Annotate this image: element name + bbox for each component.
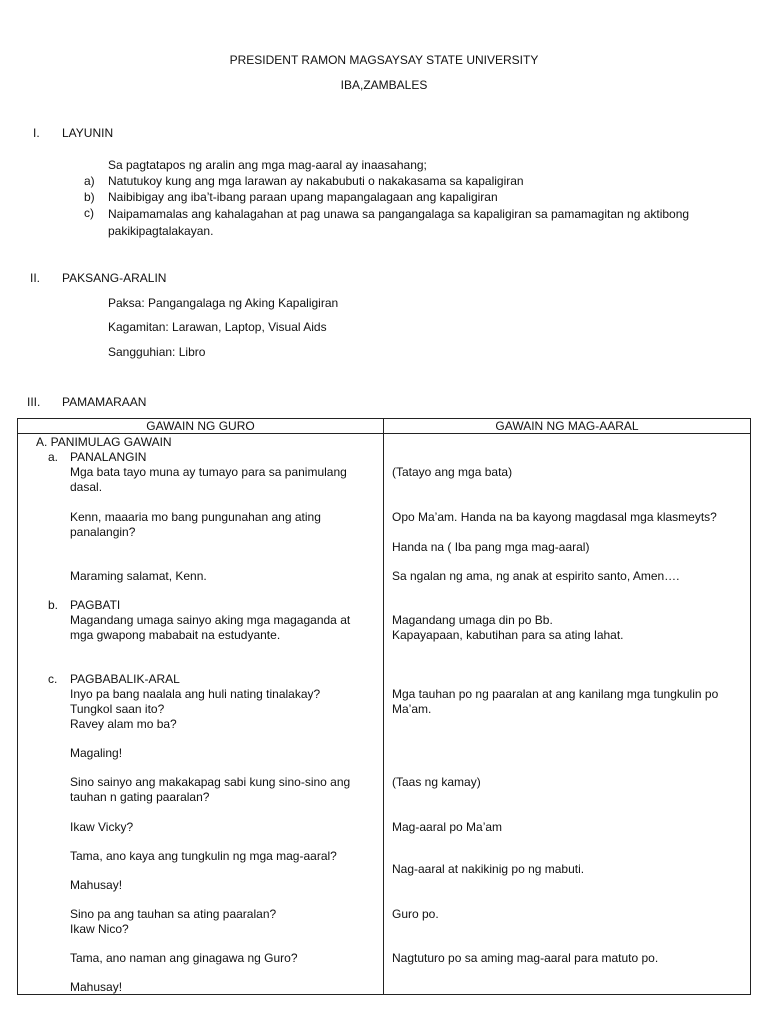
student-line: Kapayapaan, kabutihan para sa ating lahat.	[392, 628, 624, 642]
teacher-line: Tungkol saan ito?	[70, 702, 165, 716]
objectives-intro: Sa pagtatapos ng aralin ang mga mag-aaral ay inaasahang;	[108, 158, 427, 172]
student-line: Opo Ma’am. Handa na ba kayong magdasal mga klasmeyts?	[392, 510, 717, 524]
section1-numeral: I.	[33, 126, 40, 140]
student-line: Nagtuturo po sa aming mag-aaral para matuto po.	[392, 951, 659, 965]
objectives-list	[84, 174, 724, 240]
section2-title: PAKSANG-ARALIN	[62, 271, 167, 285]
objective-text: Naipamamalas ang kahalagahan at pag unawa sa pangangalaga sa kapaligiran sa pamamagitan ng aktibong pakikipagtalakayan.	[108, 207, 690, 238]
column-header-teacher: GAWAIN NG GURO	[18, 419, 384, 434]
sub-c-marker: c.	[48, 672, 58, 686]
teacher-line: Inyo pa bang naalala ang huli nating tinalakay?	[70, 687, 321, 701]
objective-item	[84, 190, 724, 205]
teacher-line: Mga bata tayo muna ay tumayo para sa panimulang	[70, 465, 347, 479]
section2-numeral: II.	[30, 271, 41, 285]
teacher-line: Tama, ano naman ang ginagawa ng Guro?	[70, 951, 298, 965]
teacher-cell	[18, 434, 384, 995]
procedure-table	[17, 418, 751, 995]
teacher-line: Sino pa ang tauhan sa ating paaralan?	[70, 907, 277, 921]
teacher-line: Mahusay!	[70, 878, 123, 892]
paksa: Paksa: Pangangalaga ng Aking Kapaligiran	[108, 296, 339, 310]
objective-text: Natutukoy kung ang mga larawan ay nakabubuti o nakakasama sa kapaligiran	[108, 174, 524, 188]
sub-c-title: PAGBABALIK-ARAL	[70, 672, 180, 686]
student-line: Mga tauhan po ng paaralan at ang kanilang mga tungkulin po	[392, 687, 719, 701]
student-cell	[384, 434, 751, 995]
teacher-line: dasal.	[70, 480, 103, 494]
teacher-line: Ikaw Vicky?	[70, 820, 134, 834]
table-row	[18, 434, 751, 995]
kagamitan: Kagamitan: Larawan, Laptop, Visual Aids	[108, 320, 327, 334]
teacher-line: Mahusay!	[70, 980, 123, 994]
teacher-line: mga gwapong mababait na estudyante.	[70, 628, 281, 642]
section3-title: PAMAMARAAN	[62, 395, 147, 409]
column-header-student: GAWAIN NG MAG-AARAL	[384, 419, 751, 434]
teacher-line: Tama, ano kaya ang tungkulin ng mga mag-aaral?	[70, 849, 337, 863]
part-a-heading: A. PANIMULAG GAWAIN	[36, 435, 172, 449]
teacher-line: Sino sainyo ang makakapag sabi kung sino-sino ang	[70, 775, 351, 789]
sangguhian: Sangguhian: Libro	[108, 345, 206, 359]
university-name: PRESIDENT RAMON MAGSAYSAY STATE UNIVERSITY	[229, 53, 539, 67]
objective-marker: c)	[84, 206, 94, 220]
teacher-line: tauhan n gating paaralan?	[70, 790, 210, 804]
student-line: (Tatayo ang mga bata)	[392, 465, 513, 479]
sub-a-marker: a.	[48, 450, 59, 464]
university-location: IBA,ZAMBALES	[340, 78, 428, 92]
student-line: Ma’am.	[392, 702, 432, 716]
teacher-line: Magandang umaga sainyo aking mga magaganda at	[70, 613, 351, 627]
student-line: Nag-aaral at nakikinig po ng mabuti.	[392, 862, 585, 876]
teacher-line: Magaling!	[70, 746, 123, 760]
teacher-line: Maraming salamat, Kenn.	[70, 569, 207, 583]
teacher-line: Kenn, maaaria mo bang pungunahan ang ating	[70, 510, 321, 524]
student-line: Guro po.	[392, 907, 439, 921]
objective-item	[84, 206, 724, 240]
student-line: Sa ngalan ng ama, ng anak at espirito santo, Amen….	[392, 569, 680, 583]
sub-b-title: PAGBATI	[70, 598, 121, 612]
student-line: Handa na ( Iba pang mga mag-aaral)	[392, 540, 590, 554]
objective-text: Naibibigay ang iba’t-ibang paraan upang mapangalagaan ang kapaligiran	[108, 190, 498, 204]
student-line: Magandang umaga din po Bb.	[392, 613, 553, 627]
table-header-row	[18, 419, 751, 434]
student-line: (Taas ng kamay)	[392, 775, 481, 789]
section3-numeral: III.	[27, 395, 41, 409]
section1-title: LAYUNIN	[62, 126, 114, 140]
objective-marker: b)	[84, 190, 95, 204]
sub-b-marker: b.	[48, 598, 59, 612]
teacher-line: Ravey alam mo ba?	[70, 717, 177, 731]
student-line: Mag-aaral po Ma’am	[392, 820, 503, 834]
objective-marker: a)	[84, 174, 95, 188]
teacher-line: Ikaw Nico?	[70, 922, 129, 936]
teacher-line: panalangin?	[70, 525, 136, 539]
objective-item	[84, 174, 724, 189]
sub-a-title: PANALANGIN	[70, 450, 147, 464]
